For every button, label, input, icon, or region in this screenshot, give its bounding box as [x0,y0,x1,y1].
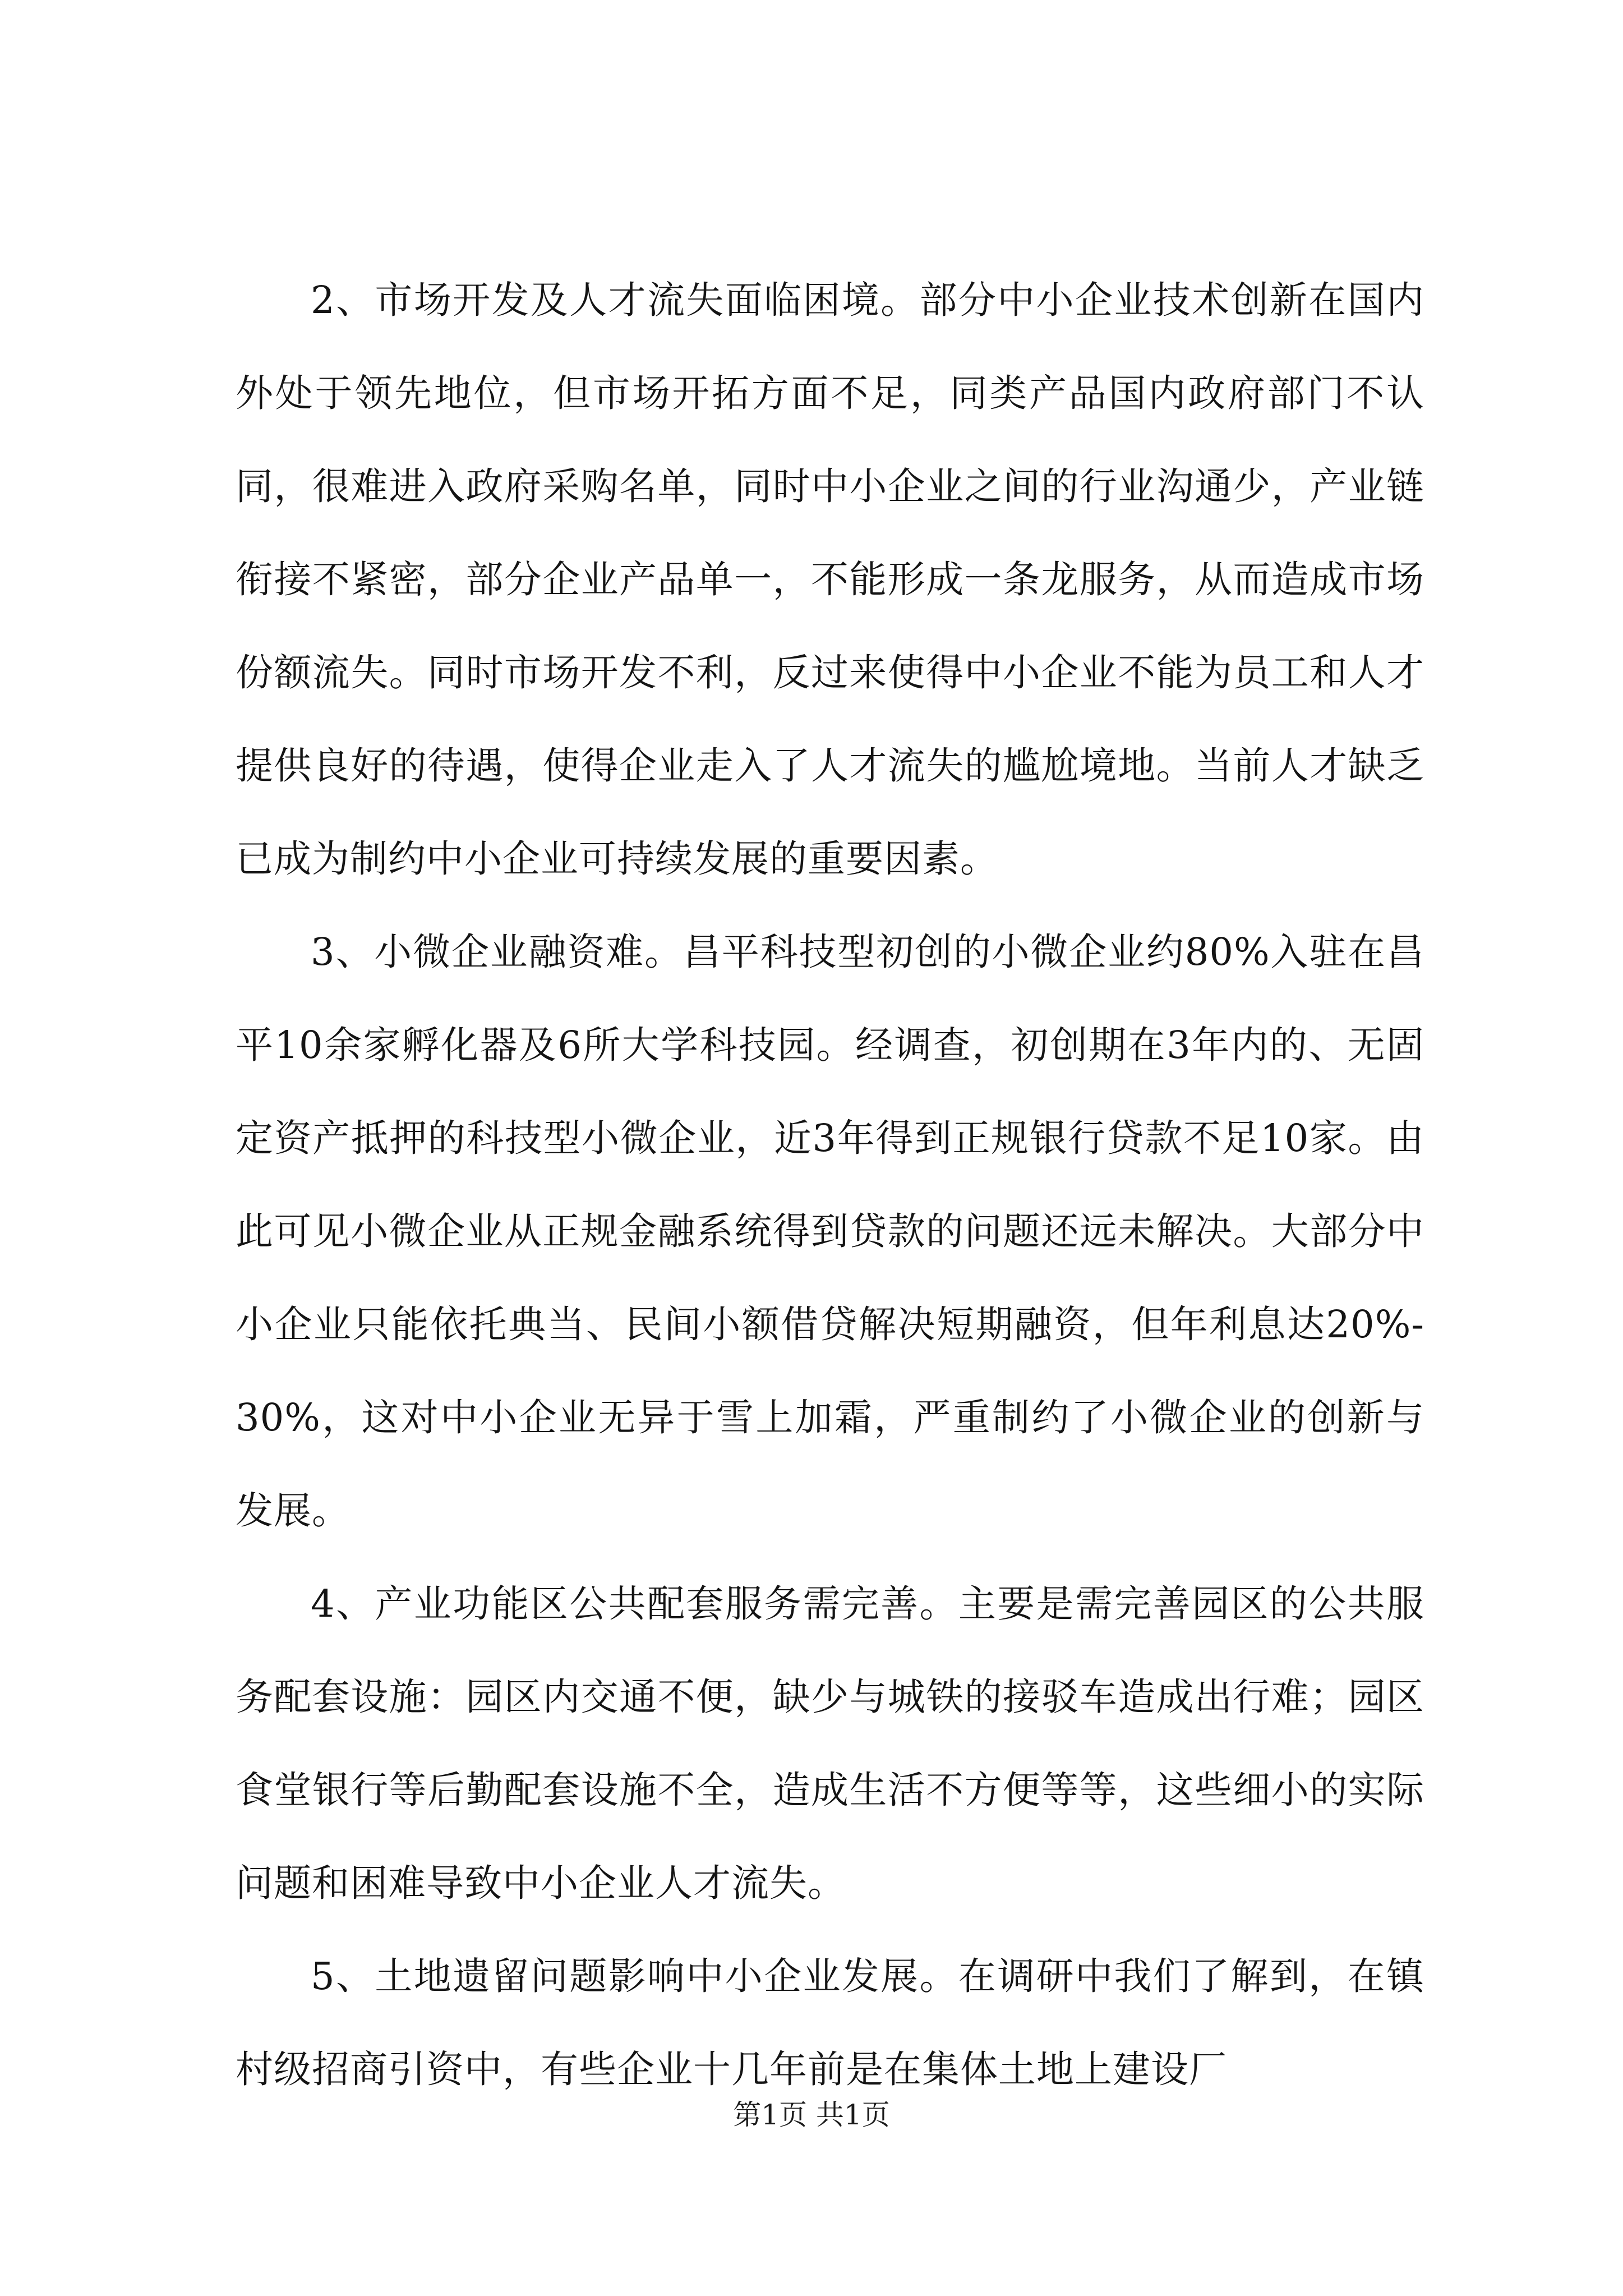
paragraph-market-development: 2、市场开发及人才流失面临困境。部分中小企业技术创新在国内外处于领先地位，但市场开拓方面不足，同类产品国内政府部门不认同，很难进入政府采购名单，同时中小企业之间的行业沟通少，产业链衔接不紧密，部分企业产品单一，不能形成一条龙服务，从而造成市场份额流失。同时市场开发不利，反过来使得中小企业不能为员工和人才提供良好的待遇，使得企业走入了人才流失的尴尬境地。当前人才缺乏已成为制约中小企业可持续发展的重要因素。 [236,278,1424,881]
document-body [236,254,1424,2116]
paragraph-land-issues: 5、土地遗留问题影响中小企业发展。在调研中我们了解到，在镇村级招商引资中，有些企业十几年前是在集体土地上建设厂 [236,1954,1424,2091]
paragraph-financing-difficulty: 3、小微企业融资难。昌平科技型初创的小微企业约80%入驻在昌平10余家孵化器及6所大学科技园。经调查，初创期在3年内的、无固定资产抵押的科技型小微企业，近3年得到正规银行贷款不足10家。由此可见小微企业从正规金融系统得到贷款的问题还远未解决。大部分中小企业只能依托典当、民间小额借贷解决短期融资，但年利息达20%-30%，这对中小企业无异于雪上加霜，严重制约了小微企业的创新与发展。 [236,930,1424,1533]
page-footer: 第1页 共1页 [733,2099,890,2131]
paragraph-public-services: 4、产业功能区公共配套服务需完善。主要是需完善园区的公共服务配套设施：园区内交通不便，缺少与城铁的接驳车造成出行难；园区食堂银行等后勤配套设施不全，造成生活不方便等等，这些细小的实际问题和困难导致中小企业人才流失。 [236,1582,1424,1905]
